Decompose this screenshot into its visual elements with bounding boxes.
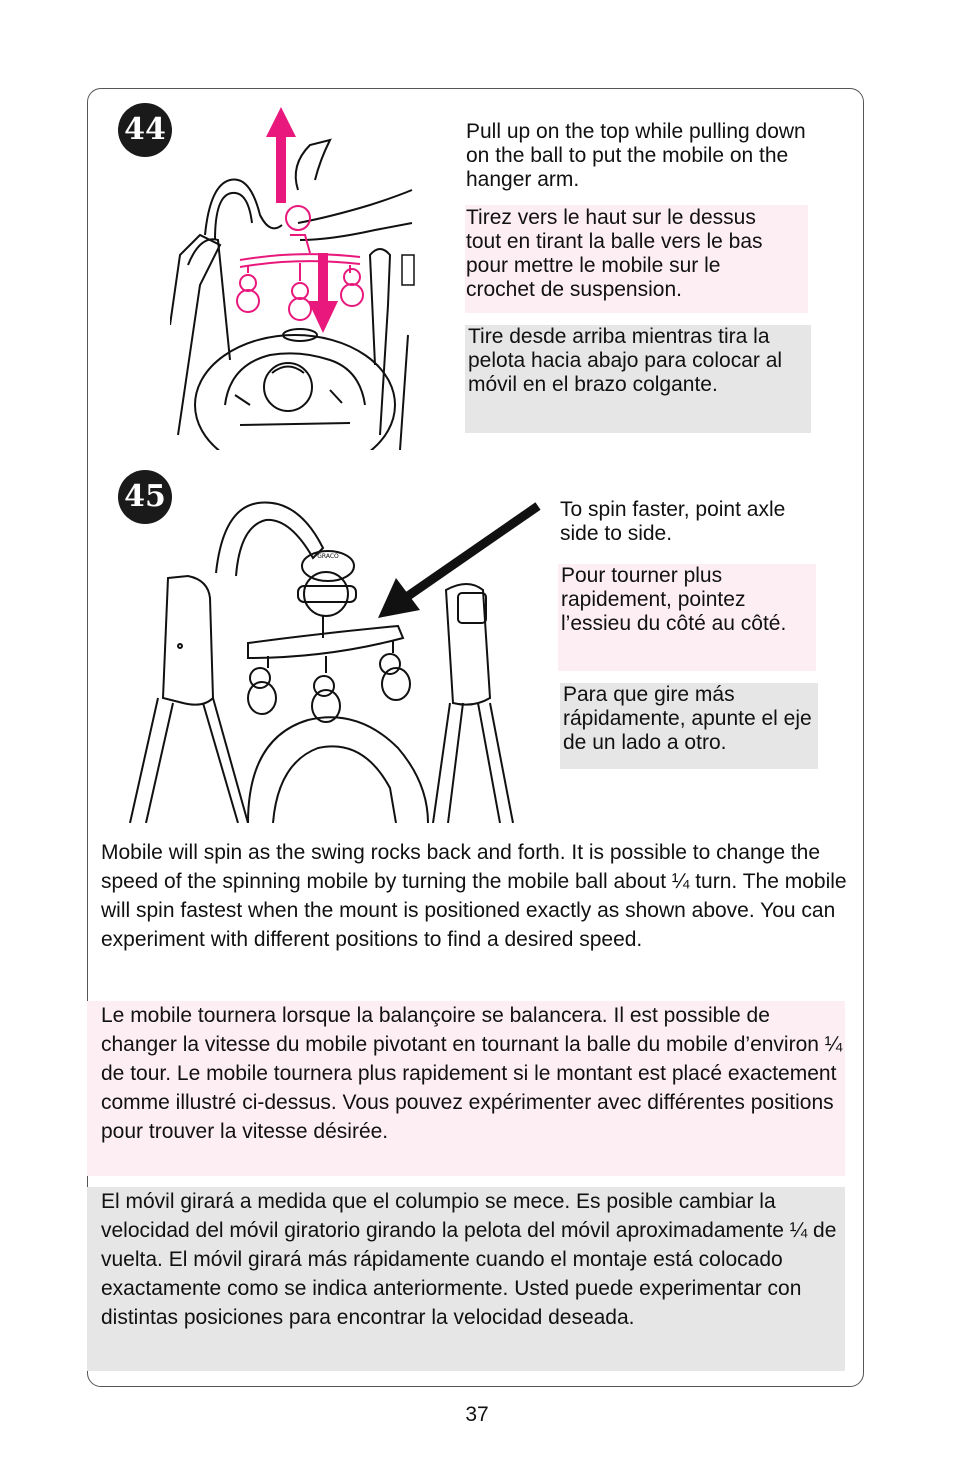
arrow-up-icon <box>266 107 296 203</box>
arrow-down-icon <box>308 253 338 333</box>
graco-label: GRACO <box>317 553 339 560</box>
step-45-text-en: To spin faster, point axle side to side. <box>560 498 786 545</box>
step-45-badge: 45 <box>118 470 172 524</box>
step-44-illustration <box>170 105 415 450</box>
page-number: 37 <box>465 1403 489 1426</box>
step-44-text-fr: Tirez vers le haut sur le dessus tout en tirant la balle vers le bas pour mettre le mobile sur le crochet de suspension. <box>465 205 808 313</box>
step-44-badge: 44 <box>118 103 172 157</box>
step-45-illustration <box>128 498 543 823</box>
paragraph-es: El móvil girará a medida que el columpio se mece. Es posible cambiar la velocidad del móvil giratorio girando la pelota del móvil aproximadamente ¼ de vuelta. El móvil girará más rápidamente cuando el montaje está colocado exactamente como se indica anteriormente. Usted puede experimentar con distintas posiciones para encontrar la velocidad deseada. <box>87 1187 845 1371</box>
step-45-text-fr: Pour tourner plus rapidement, pointez l’essieu du côté au côté. <box>558 564 816 671</box>
step-44-text-es: Tire desde arriba mientras tira la pelota hacia abajo para colocar al móvil en el brazo colgante. <box>465 325 811 433</box>
step-45-text-es: Para que gire más rápidamente, apunte el eje de un lado a otro. <box>560 683 818 769</box>
paragraph-en: Mobile will spin as the swing rocks back and forth. It is possible to change the speed of the spinning mobile by turning the mobile ball about ¼ turn. The mobile will spin fastest when the mount is positioned exactly as shown above. You can experiment with different positions to find a desired speed. <box>101 841 847 951</box>
step-44-text-en: Pull up on the top while pulling down on the ball to put the mobile on the hanger arm. <box>466 120 806 191</box>
paragraph-fr: Le mobile tournera lorsque la balançoire se balancera. Il est possible de changer la vitesse du mobile pivotant en tournant la balle du mobile d’environ ¼ de tour. Le mobile tournera plus rapidement si le montant est placé exactement comme illustré ci-dessus. Vous pouvez expérimenter avec différentes positions pour trouver la vitesse désirée. <box>87 1001 845 1176</box>
